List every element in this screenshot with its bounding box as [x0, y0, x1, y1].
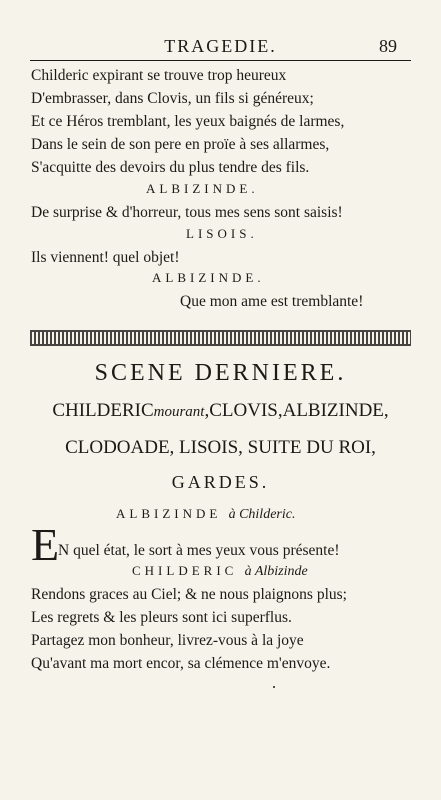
running-head: [0, 36, 441, 62]
verse-line: Qu'avant ma mort encor, sa clémence m'envoye.: [31, 655, 331, 672]
stage-direction: à Albizinde: [244, 564, 308, 579]
verse-line: N quel état, le sort à mes yeux vous présente!: [58, 542, 340, 559]
speaker-name: CHILDERIC: [132, 563, 238, 578]
speaker-name: ALBIZINDE.: [152, 270, 265, 285]
stage-direction: mourant: [153, 404, 205, 420]
page-number: 89: [379, 36, 397, 56]
speaker-name: ALBIZINDE.: [146, 181, 259, 196]
verse-line: D'embrasser, dans Clovis, un fils si généreux;: [31, 90, 314, 107]
verse-line: Dans le sein de son pere en proïe à ses allarmes,: [31, 136, 330, 153]
verse-line: Partagez mon bonheur, livrez-vous à la joye: [31, 632, 304, 649]
verse-line: Les regrets & les pleurs sont ici superflus.: [31, 609, 292, 626]
ornament-divider: [30, 330, 411, 346]
verse-line: Rendons graces au Ciel; & ne nous plaignons plus;: [31, 586, 347, 603]
cast-line: GARDES.: [171, 472, 270, 492]
verse-line: Childeric expirant se trouve trop heureux: [31, 67, 287, 84]
scene-title: SCENE DERNIERE.: [94, 360, 347, 386]
header-rule: [30, 60, 411, 61]
verse-line: Et ce Héros tremblant, les yeux baignés de larmes,: [31, 113, 345, 130]
running-title: TRAGEDIE.: [164, 36, 277, 56]
verse-line: De surprise & d'horreur, tous mes sens sont saisis!: [31, 204, 343, 221]
speaker-line: [132, 563, 308, 580]
speaker-name: LISOIS.: [186, 226, 258, 241]
drop-cap: E: [31, 519, 60, 570]
speaker-line: [116, 506, 295, 523]
cast-line: CLODOADE, LISOIS, SUITE DU ROI,: [65, 437, 376, 458]
cast-name: CHILDERIC: [52, 400, 154, 421]
speaker-name: ALBIZINDE: [116, 506, 222, 521]
stage-direction: à Childeric.: [228, 507, 296, 522]
ink-mark: [273, 686, 275, 688]
verse-line: Ils viennent! quel objet!: [31, 249, 180, 266]
verse-line: S'acquitte des devoirs du plus tendre des fils.: [31, 159, 310, 176]
cast-line: [0, 400, 441, 422]
verse-line: Que mon ame est tremblante!: [180, 293, 364, 310]
cast-name: ,CLOVIS,ALBIZINDE,: [204, 400, 389, 421]
